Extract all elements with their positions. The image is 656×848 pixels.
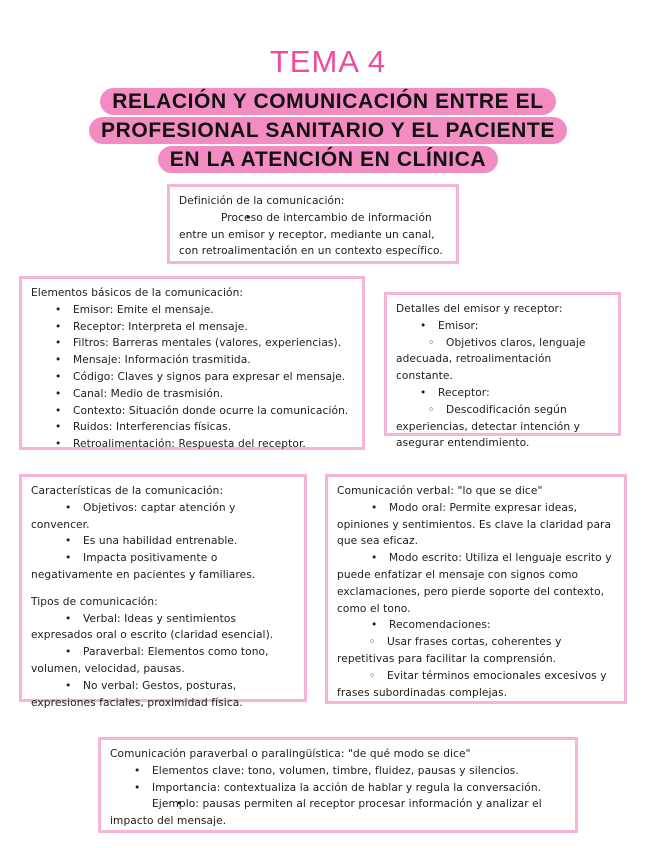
sender-receiver-list	[396, 318, 610, 452]
title-line-2: PROFESIONAL SANITARIO Y EL PACIENTE	[89, 117, 567, 144]
list-item: • Mensaje: Información trasmitida.	[31, 352, 354, 369]
elements-list	[31, 302, 354, 453]
definition-heading: Definición de la comunicación:	[179, 195, 345, 207]
paraverbal-list	[110, 763, 567, 830]
list-item: • Verbal: Ideas y sentimientos expresados oral o escrito (claridad esencial).	[31, 611, 296, 645]
list-item: • Importancia: contextualiza la acción de hablar y regula la conversación.	[110, 780, 567, 797]
paraverbal-communication-box	[98, 737, 578, 833]
verbal-heading: Comunicación verbal: "lo que se dice"	[337, 485, 543, 497]
verbal-communication-box	[325, 474, 627, 704]
sender-receiver-heading: Detalles del emisor y receptor:	[396, 303, 563, 315]
list-item: • Modo oral: Permite expresar ideas, opiniones y sentimientos. Es clave la claridad para que sea eficaz.	[337, 500, 616, 550]
list-item: • Elementos clave: tono, volumen, timbre, fluidez, pausas y silencios.	[110, 763, 567, 780]
list-item: • Filtros: Barreras mentales (valores, experiencias).	[31, 335, 354, 352]
types-heading: Tipos de comunicación:	[31, 595, 158, 608]
list-item: • Ruidos: Interferencias físicas.	[31, 419, 354, 436]
list-item: • Recomendaciones:	[337, 617, 616, 634]
characteristics-list	[31, 500, 296, 584]
definition-item: • Proceso de intercambio de información entre un emisor y receptor, mediante un canal, con retroalimentación en un contexto específico.	[179, 210, 448, 260]
list-item: • Impacta positivamente o negativamente en pacientes y familiares.	[31, 550, 296, 584]
list-item: ◦ Evitar términos emocionales excesivos y frases subordinadas complejas.	[337, 668, 616, 702]
list-item: • Es una habilidad entrenable.	[31, 533, 296, 550]
emisor-detail: ◦ Objetivos claros, lenguaje adecuada, retroalimentación constante.	[396, 335, 610, 385]
list-item: • Código: Claves y signos para expresar el mensaje.	[31, 369, 354, 386]
definition-box	[167, 184, 459, 264]
title-line-1: RELACIÓN Y COMUNICACIÓN ENTRE EL	[100, 88, 555, 115]
receptor-label: • Receptor:	[396, 385, 610, 402]
elements-heading: Elementos básicos de la comunicación:	[31, 287, 244, 299]
sender-receiver-box	[384, 292, 621, 450]
characteristics-box	[19, 474, 307, 709]
emisor-label: • Emisor:	[396, 318, 610, 335]
list-item: • Contexto: Situación donde ocurre la comunicación.	[31, 403, 354, 420]
list-item: • Ejemplo: pausas permiten al receptor procesar información y analizar el impacto del mensaje.	[110, 796, 567, 830]
list-item: • No verbal: Gestos, posturas, expresiones faciales, proximidad física.	[31, 678, 296, 712]
verbal-list	[337, 500, 616, 702]
list-item: • Emisor: Emite el mensaje.	[31, 302, 354, 319]
topic-number: TEMA 4	[269, 44, 387, 79]
list-item: ◦ Usar frases cortas, coherentes y repetitivas para facilitar la comprensión.	[337, 634, 616, 668]
title-line-3: EN LA ATENCIÓN EN CLÍNICA	[158, 146, 498, 173]
list-item: • Paraverbal: Elementos como tono, volumen, velocidad, pausas.	[31, 644, 296, 678]
types-list	[31, 611, 296, 712]
main-title	[0, 88, 656, 175]
definition-list	[179, 210, 448, 260]
list-item: • Retroalimentación: Respuesta del receptor.	[31, 436, 354, 453]
elements-box	[19, 276, 365, 450]
characteristics-heading: Características de la comunicación:	[31, 485, 224, 497]
receptor-detail: ◦ Descodificación según experiencias, detectar intención y asegurar entendimiento.	[396, 402, 610, 452]
list-item: • Receptor: Interpreta el mensaje.	[31, 319, 354, 336]
list-item: • Canal: Medio de trasmisión.	[31, 386, 354, 403]
list-item: • Objetivos: captar atención y convencer.	[31, 500, 296, 534]
list-item: • Modo escrito: Utiliza el lenguaje escrito y puede enfatizar el mensaje con signos como exclamaciones, pero pierde soporte del contexto, como el tono.	[337, 550, 616, 617]
paraverbal-heading: Comunicación paraverbal o paralingüística: "de qué modo se dice"	[110, 748, 471, 760]
